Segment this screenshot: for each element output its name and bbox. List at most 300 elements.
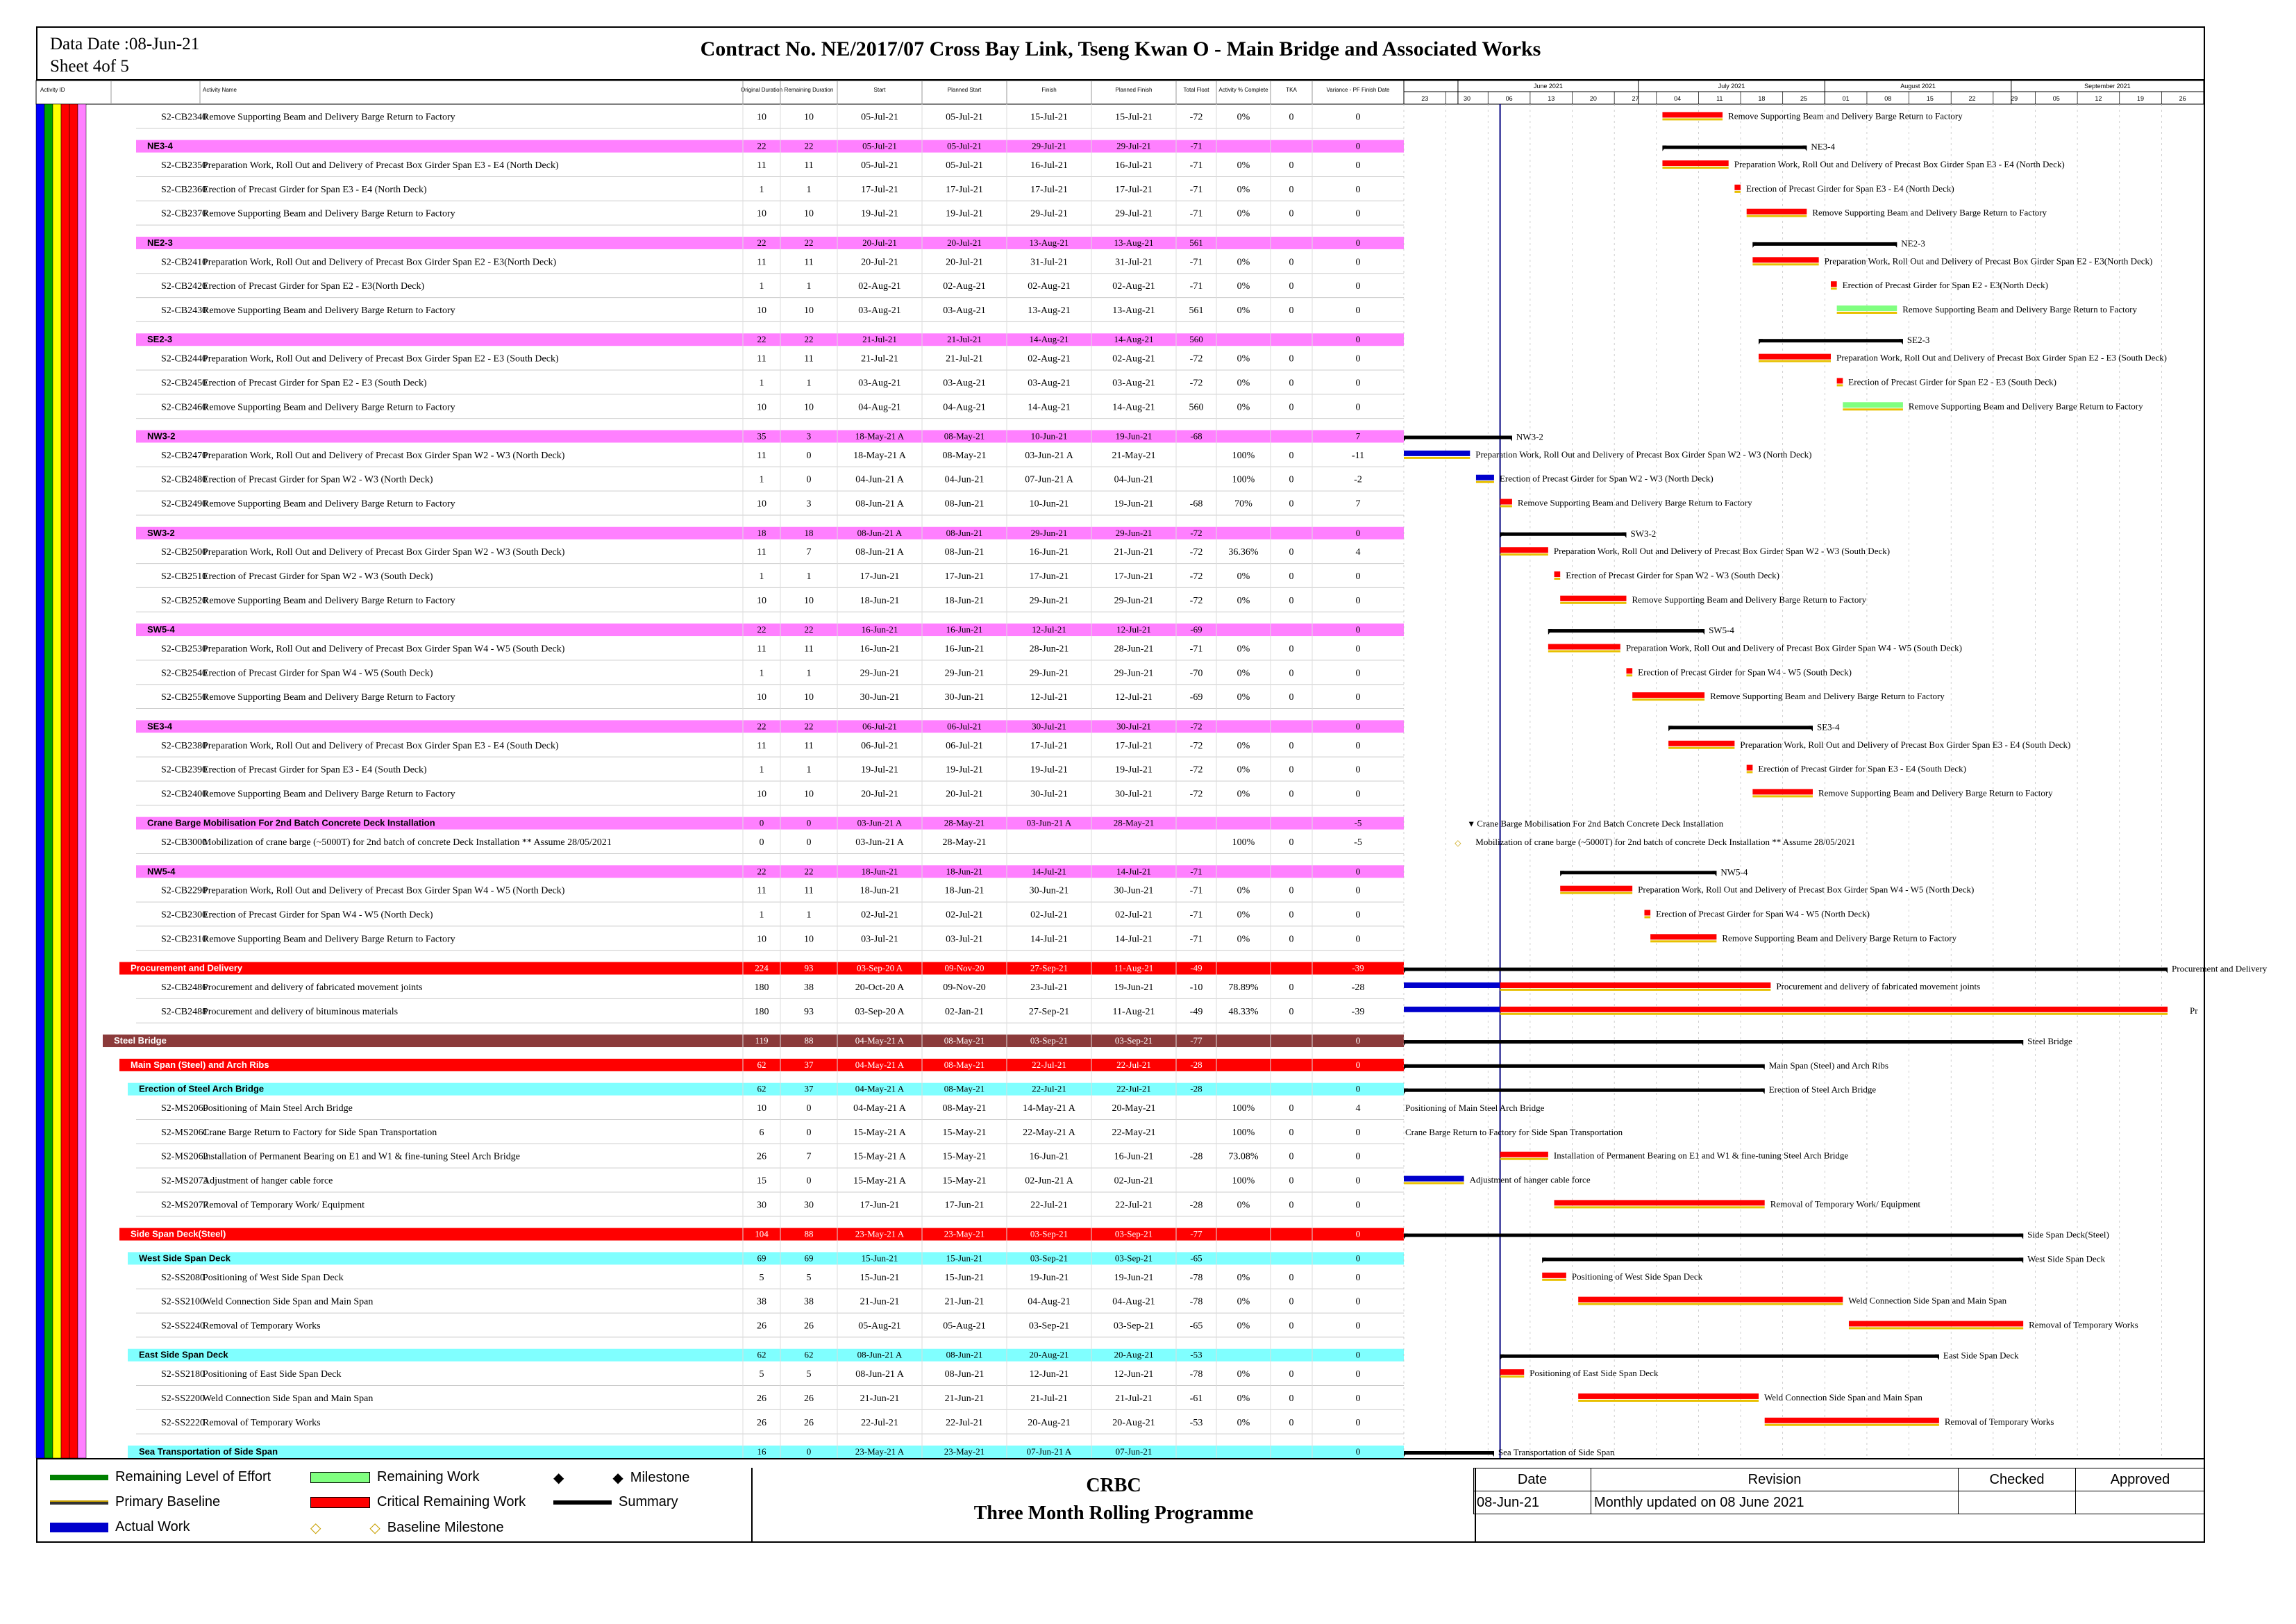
activity-bar [1626, 668, 1632, 673]
cell-pfinish: 31-Jul-21 [1115, 257, 1153, 268]
cell-pfinish: 20-May-21 [1112, 1103, 1156, 1114]
summary-bar [1668, 726, 1813, 729]
bar-label: Preparation Work, Roll Out and Delivery of Precast Box Girder Span W2 - W3 (South Deck) [1553, 546, 1891, 557]
bar-label: Steel Bridge [2027, 1036, 2072, 1047]
activity-bar [1476, 475, 1494, 480]
activity-bar [1500, 1007, 2168, 1012]
cell-finish: 16-Jun-21 [1029, 547, 1069, 558]
cell-rd: 1 [806, 910, 812, 921]
activity-bar [1555, 1200, 1765, 1205]
cell-tf: -65 [1189, 1321, 1203, 1332]
bar-label: Erection of Precast Girder for Span E3 - E4 (North Deck) [1746, 183, 1954, 194]
group-cell-pfinish: 30-Jul-21 [1116, 721, 1151, 732]
cell-start: 05-Jul-21 [861, 160, 898, 171]
column-header: Start [873, 87, 886, 93]
cell-id: S2-SS2200 [161, 1393, 206, 1404]
cell-id: S2-CB2490 [161, 499, 208, 510]
cell-pstart: 02-Jan-21 [945, 1006, 984, 1017]
actual-bar [1404, 1007, 1500, 1012]
cell-pfinish: 16-Jul-21 [1115, 160, 1153, 171]
group-cell-pstart: 15-Jun-21 [946, 1253, 983, 1264]
cell-pstart: 15-May-21 [942, 1175, 987, 1187]
cell-od: 1 [759, 474, 764, 485]
cell-tka: 0 [1289, 184, 1294, 195]
cell-finish: 31-Jul-21 [1030, 257, 1068, 268]
baseline-milestone-icon: ◇ [310, 1521, 321, 1536]
group-cell-tf: -77 [1190, 1228, 1203, 1239]
cell-rd: 5 [806, 1369, 812, 1380]
cell-id: S2-CB2486 [161, 982, 208, 993]
cell-var: 0 [1355, 885, 1361, 896]
group-title: NW3-2 [147, 430, 176, 442]
cell-finish: 14-Jul-21 [1030, 934, 1068, 945]
cell-pfinish: 14-Aug-21 [1112, 402, 1155, 413]
cell-finish: 29-Jun-21 [1029, 668, 1069, 679]
legend-swatch [50, 1500, 108, 1505]
group-cell-tf: -65 [1190, 1253, 1203, 1264]
cell-name: Remove Supporting Beam and Delivery Barge Return to Factory [203, 305, 455, 316]
cell-pstart: 02-Aug-21 [943, 281, 986, 292]
baseline-bar [1560, 892, 1632, 894]
summary-bar [1404, 1089, 1765, 1092]
cell-tf: -28 [1189, 1151, 1203, 1162]
group-cell-pstart: 20-Jul-21 [947, 237, 982, 248]
cell-tf: -71 [1189, 885, 1203, 896]
cell-tf: 560 [1189, 402, 1204, 413]
cell-tka: 0 [1289, 547, 1294, 558]
cell-od: 1 [759, 910, 764, 921]
summary-bar [1759, 339, 1903, 342]
company-name: CRBC [1086, 1475, 1141, 1496]
cell-tka: 0 [1289, 1103, 1294, 1114]
cell-finish: 02-Jul-21 [1030, 910, 1068, 921]
cell-var: -5 [1354, 837, 1362, 848]
cell-rd: 11 [804, 644, 814, 655]
group-cell-var: 7 [1355, 430, 1361, 442]
cell-pstart: 19-Jul-21 [946, 764, 983, 776]
group-cell-od: 62 [757, 1349, 766, 1360]
cell-od: 10 [757, 934, 766, 945]
cell-tka: 0 [1289, 1175, 1294, 1187]
cell-var: -39 [1351, 1006, 1365, 1017]
group-cell-rd: 88 [804, 1035, 814, 1046]
legend-swatch [50, 1523, 108, 1532]
cell-od: 30 [757, 1200, 766, 1211]
cell-start: 08-Jun-21 A [855, 499, 904, 510]
cell-pstart: 18-Jun-21 [944, 885, 984, 896]
cell-finish: 16-Jun-21 [1029, 1151, 1069, 1162]
group-cell-pfinish: 20-Aug-21 [1114, 1349, 1154, 1360]
group-cell-var: -5 [1354, 817, 1362, 828]
activity-bar [1752, 257, 1818, 262]
cell-tka: 0 [1289, 740, 1294, 751]
cell-var: 0 [1355, 934, 1361, 945]
cell-pstart: 22-Jul-21 [946, 1417, 983, 1428]
cell-name: Erection of Precast Girder for Span W4 - W5 (South Deck) [203, 668, 433, 679]
cell-finish: 27-Sep-21 [1028, 1006, 1070, 1017]
group-cell-od: 22 [757, 140, 766, 151]
cell-pstart: 17-Jun-21 [944, 1200, 984, 1211]
week-label: 13 [1548, 95, 1555, 102]
cell-var: 0 [1355, 257, 1361, 268]
revision-table [1473, 1468, 2205, 1545]
cell-id: S2-MS2073 [161, 1175, 208, 1187]
bar-label: Remove Supporting Beam and Delivery Barge Return to Factory [1710, 691, 1945, 702]
cell-name: Weld Connection Side Span and Main Span [203, 1296, 374, 1307]
group-cell-pfinish: 29-Jun-21 [1115, 527, 1153, 538]
group-cell-start: 03-Jun-21 A [857, 817, 903, 828]
cell-pct: 0% [1237, 764, 1250, 776]
cell-pstart: 28-May-21 [942, 837, 987, 848]
week-label: 26 [2179, 95, 2186, 102]
cell-tka: 0 [1289, 644, 1294, 655]
cell-start: 15-May-21 A [853, 1151, 906, 1162]
cell-name: Mobilization of crane barge (~5000T) for 2nd batch of concrete Deck Installation ** Assume 28/05/2021 [203, 837, 612, 848]
cell-id: S2-CB2300 [161, 910, 208, 921]
cell-pfinish: 22-May-21 [1112, 1127, 1156, 1138]
cell-od: 10 [757, 499, 766, 510]
activity-bar [1650, 934, 1716, 939]
cell-rd: 26 [804, 1417, 814, 1428]
cell-od: 10 [757, 1103, 766, 1114]
rev-header-date: Date [1474, 1468, 1591, 1491]
cell-var: 0 [1355, 1175, 1361, 1187]
cell-pstart: 21-Jun-21 [944, 1296, 984, 1307]
cell-od: 180 [754, 1006, 769, 1017]
cell-tka: 0 [1289, 934, 1294, 945]
cell-rd: 1 [806, 668, 812, 679]
group-cell-od: 119 [755, 1035, 769, 1046]
cell-pstart: 15-May-21 [942, 1151, 987, 1162]
baseline-bar [1555, 578, 1561, 580]
bar-label: Remove Supporting Beam and Delivery Barge Return to Factory [1908, 401, 2143, 412]
rev-header-checked: Checked [1959, 1468, 2076, 1491]
group-cell-start: 05-Jul-21 [862, 140, 897, 151]
cell-tka: 0 [1289, 1272, 1294, 1283]
group-cell-pfinish: 29-Jul-21 [1116, 140, 1151, 151]
group-cell-od: 62 [757, 1059, 766, 1070]
bar-label: Pr [2190, 1005, 2198, 1016]
cell-pct: 0% [1237, 885, 1250, 896]
bar-label: Preparation Work, Roll Out and Delivery of Precast Box Girder Span E3 - E4 (North Deck) [1734, 159, 2065, 170]
summary-bar [1500, 1355, 1939, 1358]
cell-name: Erection of Precast Girder for Span W2 - W3 (South Deck) [203, 571, 433, 583]
week-label: 22 [1968, 95, 1976, 102]
activity-bar [1668, 741, 1734, 746]
group-cell-start: 04-May-21 A [855, 1059, 905, 1070]
bar-label: Remove Supporting Beam and Delivery Barge Return to Factory [1812, 207, 2047, 218]
cell-pfinish: 21-May-21 [1112, 450, 1156, 461]
cell-tka: 0 [1289, 402, 1294, 413]
legend-baseline-milestone [310, 1519, 504, 1537]
cell-pfinish: 22-Jul-21 [1115, 1200, 1153, 1211]
cell-id: S2-MS2061 [161, 1127, 208, 1138]
cell-od: 10 [757, 112, 766, 123]
cell-var: 4 [1355, 547, 1361, 558]
activity-bar [1747, 209, 1807, 215]
cell-pstart: 17-Jun-21 [944, 571, 984, 583]
bar-label: Side Span Deck(Steel) [2027, 1229, 2109, 1240]
legend-label: Remaining Level of Effort [115, 1469, 271, 1484]
cell-var: 0 [1355, 1296, 1361, 1307]
group-cell-var: 0 [1355, 237, 1361, 248]
cell-pfinish: 20-Aug-21 [1112, 1417, 1155, 1428]
cell-finish: 23-Jul-21 [1030, 982, 1068, 993]
group-cell-tf: -28 [1190, 1059, 1203, 1070]
summary-bar [1404, 1451, 1494, 1455]
cell-name: Remove Supporting Beam and Delivery Barge Return to Factory [203, 595, 455, 606]
cell-tf: -71 [1189, 910, 1203, 921]
cell-id: S2-CB2430 [161, 305, 208, 316]
baseline-bar [1555, 1206, 1765, 1208]
cell-var: 0 [1355, 668, 1361, 679]
baseline-bar [1500, 553, 1548, 555]
cell-finish: 07-Jun-21 A [1025, 474, 1073, 485]
cell-rd: 38 [804, 1296, 814, 1307]
legend-label: Critical Remaining Work [377, 1494, 526, 1509]
cell-od: 0 [759, 837, 764, 848]
cell-tka: 0 [1289, 208, 1294, 219]
cell-pstart: 15-May-21 [942, 1127, 987, 1138]
group-cell-finish: 10-Jun-21 [1030, 430, 1068, 442]
cell-var: 0 [1355, 208, 1361, 219]
bar-label: Erection of Steel Arch Bridge [1768, 1084, 1877, 1095]
baseline-bar [1747, 215, 1807, 217]
week-label: 30 [1463, 95, 1470, 102]
cell-tf: -71 [1189, 208, 1203, 219]
activity-bar [1747, 765, 1753, 771]
cell-name: Remove Supporting Beam and Delivery Barge Return to Factory [203, 208, 455, 219]
week-label: 25 [1800, 95, 1808, 102]
legend-label: Milestone [630, 1470, 690, 1485]
cell-start: 02-Aug-21 [858, 281, 901, 292]
cell-tka: 0 [1289, 1321, 1294, 1332]
cell-finish: 03-Jun-21 A [1025, 450, 1073, 461]
cell-pfinish: 29-Jun-21 [1114, 595, 1154, 606]
bar-label: Erection of Precast Girder for Span E2 - E3(North Deck) [1842, 280, 2049, 291]
cell-id: S2-CB2488 [161, 1006, 208, 1017]
cell-name: Erection of Precast Girder for Span W2 - W3 (North Deck) [203, 474, 433, 485]
summary-bar [1404, 1040, 2023, 1044]
group-cell-var: 0 [1355, 1253, 1361, 1264]
cell-id: S2-CB2480 [161, 474, 208, 485]
group-cell-pfinish: 19-Jun-21 [1115, 430, 1153, 442]
group-cell-var: -39 [1352, 962, 1364, 973]
cell-od: 10 [757, 595, 766, 606]
week-label: 27 [1632, 95, 1639, 102]
group-cell-var: 0 [1355, 1228, 1361, 1239]
group-cell-od: 224 [755, 962, 769, 973]
group-title: NE3-4 [147, 140, 173, 151]
cell-start: 30-Jun-21 [860, 692, 900, 703]
legend-remaining-level [50, 1469, 271, 1485]
cell-id: S2-CB2530 [161, 644, 208, 655]
cell-rd: 7 [806, 547, 812, 558]
cell-var: -11 [1351, 450, 1365, 461]
cell-id: S2-CB3000 [161, 837, 208, 848]
group-cell-od: 104 [755, 1228, 769, 1239]
cell-pfinish: 17-Jul-21 [1115, 184, 1153, 195]
summary-bar [1662, 146, 1807, 149]
cell-od: 38 [757, 1296, 766, 1307]
legend-label: Actual Work [115, 1519, 190, 1534]
cell-tka: 0 [1289, 499, 1294, 510]
group-cell-pstart: 08-Jun-21 [946, 527, 983, 538]
group-cell-start: 04-May-21 A [855, 1083, 905, 1094]
cell-start: 22-Jul-21 [861, 1417, 898, 1428]
cell-id: S2-CB2310 [161, 934, 208, 945]
legend-remaining-work [310, 1469, 479, 1485]
cell-pfinish: 02-Jun-21 [1114, 1175, 1154, 1187]
group-cell-start: 23-May-21 A [855, 1228, 905, 1239]
cell-od: 1 [759, 378, 764, 389]
baseline-bar [1500, 1158, 1548, 1160]
cell-rd: 1 [806, 378, 812, 389]
cell-tka: 0 [1289, 1006, 1294, 1017]
cell-tf: -72 [1189, 740, 1203, 751]
cell-start: 15-May-21 A [853, 1127, 906, 1138]
cell-finish: 22-Jul-21 [1030, 1200, 1068, 1211]
bar-label: Remove Supporting Beam and Delivery Barge Return to Factory [1632, 594, 1867, 605]
cell-od: 11 [757, 257, 766, 268]
group-cell-rd: 18 [804, 527, 814, 538]
cell-id: S2-MS2062 [161, 1151, 208, 1162]
cell-pstart: 20-Jul-21 [946, 789, 983, 800]
group-title: NE2-3 [147, 237, 173, 248]
bar-label: Installation of Permanent Bearing on E1 and W1 & fine-tuning Steel Arch Bridge [1553, 1150, 1849, 1161]
cell-pct: 0% [1237, 112, 1250, 123]
summary-bar [1752, 242, 1897, 246]
cell-var: 0 [1355, 305, 1361, 316]
group-cell-pstart: 05-Jul-21 [947, 140, 982, 151]
group-cell-var: 0 [1355, 140, 1361, 151]
group-cell-tf: 560 [1189, 334, 1203, 345]
cell-tka: 0 [1289, 160, 1294, 171]
group-cell-finish: 27-Sep-21 [1030, 962, 1069, 973]
cell-pct: 73.08% [1228, 1151, 1259, 1162]
group-cell-tf: -28 [1190, 1083, 1203, 1094]
cell-tka: 0 [1289, 837, 1294, 848]
cell-pfinish: 03-Aug-21 [1112, 378, 1155, 389]
cell-finish: 21-Jul-21 [1030, 1393, 1068, 1404]
cell-var: 0 [1355, 740, 1361, 751]
cell-rd: 10 [804, 934, 814, 945]
group-band [136, 527, 1404, 539]
cell-tf: 561 [1189, 305, 1204, 316]
group-cell-pstart: 18-Jun-21 [946, 866, 983, 877]
bar-label: SE3-4 [1816, 721, 1840, 733]
cell-tf: -70 [1189, 668, 1203, 679]
week-label: 11 [1716, 95, 1723, 102]
cell-pfinish: 28-Jun-21 [1114, 644, 1154, 655]
group-cell-rd: 37 [804, 1083, 814, 1094]
cell-finish: 02-Aug-21 [1028, 353, 1071, 365]
cell-id: S2-SS2240 [161, 1321, 206, 1332]
column-header: Planned Start [947, 87, 982, 93]
cell-start: 20-Jul-21 [861, 789, 898, 800]
activity-bar [1500, 1369, 1525, 1375]
cell-name: Erection of Precast Girder for Span W4 - W5 (North Deck) [203, 910, 433, 921]
group-cell-finish: 07-Jun-21 A [1026, 1446, 1072, 1457]
rev-date: 08-Jun-21 [1474, 1491, 1591, 1514]
cell-pct: 0% [1237, 1272, 1250, 1283]
cell-start: 19-Jul-21 [861, 208, 898, 219]
cell-tf: -72 [1189, 595, 1203, 606]
wbs-stripe [36, 104, 44, 1458]
group-cell-tf: -68 [1190, 430, 1203, 442]
cell-od: 1 [759, 668, 764, 679]
cell-pct: 0% [1237, 1321, 1250, 1332]
activity-bar [1548, 644, 1620, 649]
cell-rd: 1 [806, 764, 812, 776]
revision-block [1473, 1468, 2205, 1543]
wbs-stripe [53, 104, 61, 1458]
column-header: Activity ID [40, 87, 65, 93]
column-header: Original Duration [740, 87, 783, 93]
cell-var: 0 [1355, 1321, 1361, 1332]
cell-pct: 0% [1237, 160, 1250, 171]
cell-var: 0 [1355, 112, 1361, 123]
cell-finish: 14-May-21 A [1023, 1103, 1075, 1114]
cell-name: Preparation Work, Roll Out and Delivery of Precast Box Girder Span E2 - E3 (South Deck) [203, 353, 559, 365]
cell-tf: -72 [1189, 378, 1203, 389]
bar-label: NE3-4 [1811, 141, 1836, 152]
cell-od: 1 [759, 764, 764, 776]
column-header: Activity % Complete [1218, 87, 1268, 93]
sheet-header [36, 26, 2205, 81]
cell-tka: 0 [1289, 910, 1294, 921]
group-cell-var: 0 [1355, 527, 1361, 538]
cell-finish: 20-Aug-21 [1028, 1417, 1071, 1428]
group-title: NW5-4 [147, 866, 176, 877]
cell-tf: -72 [1189, 789, 1203, 800]
cell-tka: 0 [1289, 595, 1294, 606]
cell-pfinish: 19-Jun-21 [1114, 499, 1154, 510]
cell-pct: 100% [1232, 1127, 1255, 1138]
column-header: TKA [1286, 87, 1297, 93]
cell-od: 1 [759, 571, 764, 583]
baseline-bar [1752, 263, 1818, 265]
cell-pct: 0% [1237, 1200, 1250, 1211]
activity-bar [1837, 378, 1843, 383]
cell-pct: 0% [1237, 378, 1250, 389]
cell-pct: 100% [1232, 474, 1255, 485]
baseline-bar [1650, 940, 1716, 942]
cell-od: 11 [757, 450, 766, 461]
column-header: Activity Name [203, 87, 237, 93]
activity-bar [1831, 281, 1837, 287]
cell-pct: 0% [1237, 1417, 1250, 1428]
cell-id: S2-CB2390 [161, 764, 208, 776]
group-cell-start: 15-Jun-21 [861, 1253, 898, 1264]
cell-id: S2-CB2360 [161, 184, 208, 195]
group-title: SE2-3 [147, 334, 173, 345]
week-label: 19 [2137, 95, 2145, 102]
cell-tka: 0 [1289, 668, 1294, 679]
week-label: 06 [1505, 95, 1513, 102]
cell-pfinish: 19-Jun-21 [1114, 1272, 1154, 1283]
baseline-milestone: ◇ [1455, 838, 1461, 848]
cell-var: 0 [1355, 595, 1361, 606]
bar-label: Crane Barge Mobilisation For 2nd Batch Concrete Deck Installation [1477, 818, 1724, 829]
group-cell-var: 0 [1355, 1083, 1361, 1094]
bar-label: Preparation Work, Roll Out and Delivery of Precast Box Girder Span W4 - W5 (South Deck) [1625, 642, 1963, 653]
cell-name: Removal of Temporary Work/ Equipment [203, 1200, 364, 1211]
milestone-icon: ◆ [612, 1471, 623, 1486]
column-header: Finish [1041, 87, 1057, 93]
cell-rd: 0 [806, 1175, 812, 1187]
cell-rd: 0 [806, 1103, 812, 1114]
